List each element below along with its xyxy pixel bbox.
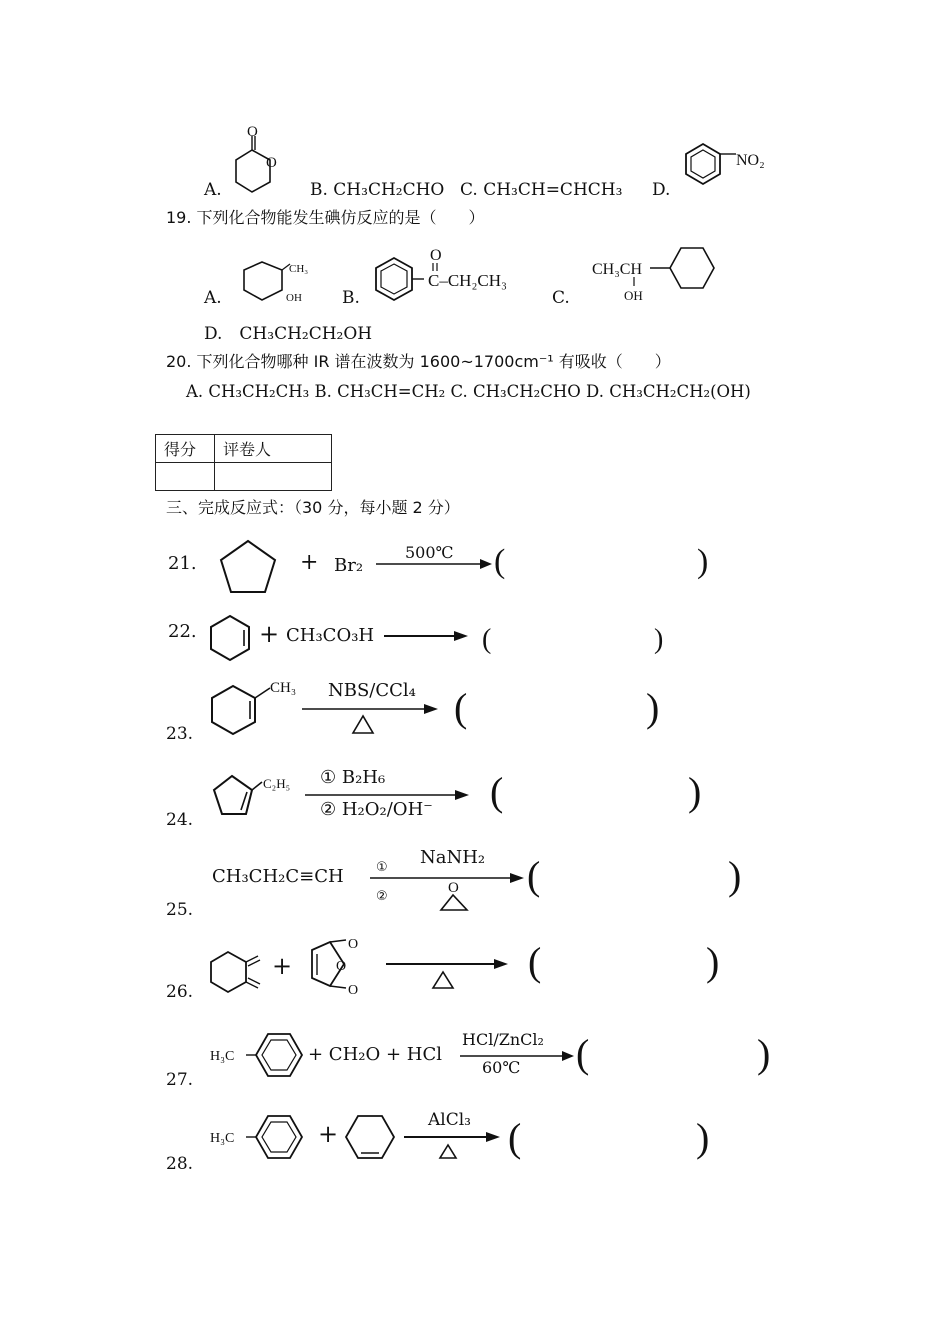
heat-triangle-icon [353, 716, 373, 733]
r21-number: 21. [168, 553, 197, 574]
lactone-o1: O [247, 124, 258, 140]
q18-option-b: B. CH₃CH₂CHO [310, 180, 445, 200]
r24-number: 24. [166, 810, 194, 830]
r28-close-paren: ) [696, 1115, 710, 1160]
r25-step1: NaNH₂ [420, 847, 486, 868]
r23-arrow [302, 702, 444, 736]
cyclohexene-structure-2 [344, 1112, 396, 1162]
r26-arrow [386, 958, 516, 994]
r28-plus: + [318, 1120, 339, 1148]
r23-close-paren: ) [646, 685, 660, 730]
r28-number: 28. [166, 1154, 194, 1174]
r21-plus: + [300, 550, 319, 575]
r27-number: 27. [166, 1070, 194, 1090]
r25-reactant: CH₃CH₂C≡CH [212, 866, 344, 887]
r26-close-paren: ) [706, 939, 720, 984]
q20-options: A. CH₃CH₂CH₃ B. CH₃CH=CH₂ C. CH₃CH₂CHO D. CH₃CH₂CH₂(OH) [186, 382, 751, 401]
cyclohexene-structure [208, 614, 254, 662]
q19a-ch3: CH₃ [289, 263, 309, 275]
r24-close-paren: ) [688, 769, 702, 814]
r23-condition: NBS/CCl₄ [328, 680, 416, 701]
r23-sub: CH₃ [270, 680, 297, 696]
r24-step1: ① B₂H₆ [320, 767, 386, 788]
score-cell[interactable] [156, 463, 215, 491]
r24-step2: ② H₂O₂/OH⁻ [320, 799, 433, 820]
q19-option-d: D. CH₃CH₂CH₂OH [204, 324, 373, 344]
q19-stem: 19. 下列化合物能发生碘仿反应的是（ ） [166, 208, 485, 227]
r28-condition: AlCl₃ [428, 1110, 471, 1130]
r21-close-paren: ) [697, 543, 709, 580]
q19a-oh: OH [286, 292, 302, 304]
r26-plus: + [272, 952, 293, 980]
r22-number: 22. [168, 621, 197, 642]
r28-h3c: H₃C [210, 1131, 235, 1146]
q19b-chain: C–CH₂CH₃ [428, 271, 507, 290]
r25-number: 25. [166, 900, 194, 920]
ethylene-oxide-structure [436, 878, 476, 914]
q19c-ch3ch: CH₃CH [592, 261, 643, 278]
q18-option-a: A. [204, 180, 222, 200]
heat-triangle-icon [433, 972, 453, 988]
r23-open-paren: ( [454, 685, 468, 730]
q19c-oh: OH [624, 288, 643, 303]
r21-open-paren: ( [494, 543, 506, 580]
r28-open-paren: ( [508, 1115, 522, 1160]
nitrobenzene-structure [684, 140, 784, 190]
section3-title: 三、完成反应式：（30 分，每小题 2 分） [166, 498, 460, 517]
r27-close-paren: ) [757, 1031, 771, 1076]
ethylcyclopentene-structure [210, 770, 310, 822]
score-table [155, 434, 332, 491]
r27-open-paren: ( [576, 1031, 590, 1076]
score-header: 得分 [156, 435, 215, 463]
grader-cell[interactable] [215, 463, 332, 491]
r23-number: 23. [166, 724, 194, 744]
r22-open-paren: ( [482, 624, 492, 655]
r28-arrow [404, 1131, 508, 1165]
r25-step1-mark: ① [376, 859, 388, 874]
r22-close-paren: ) [654, 624, 664, 655]
grader-header: 评卷人 [215, 435, 332, 463]
r21-condition: 500℃ [405, 543, 454, 562]
r26-o-bot: O [348, 983, 359, 998]
r26-o-top: O [348, 937, 359, 952]
q20-stem: 20. 下列化合物哪种 IR 谱在波数为 1600~1700cm⁻¹ 有吸收（ ） [166, 352, 671, 371]
r27-cond-top: HCl/ZnCl₂ [462, 1030, 544, 1049]
r21-reagent: Br₂ [334, 555, 364, 576]
r25-open-paren: ( [527, 853, 541, 898]
r24-open-paren: ( [490, 769, 504, 814]
methylcyclohexene-structure [208, 676, 308, 740]
r27-h3c: H₃C [210, 1049, 235, 1064]
toluene-structure-2 [210, 1112, 310, 1162]
r22-reagent: CH₃CO₃H [286, 625, 375, 646]
q19-option-c: C. [552, 288, 570, 308]
r26-open-paren: ( [528, 939, 542, 984]
toluene-structure [210, 1030, 310, 1080]
nitro-label: NO₂ [736, 152, 765, 169]
r24-sub: C₂H₅ [263, 776, 291, 791]
q19b-o: O [430, 247, 442, 264]
propiophenone-structure [374, 244, 534, 306]
q19-option-b: B. [342, 288, 360, 308]
cyclopentane-structure [218, 538, 278, 596]
r22-arrow [384, 630, 474, 642]
lactone-structure [230, 124, 290, 194]
r25-step2-mark: ② [376, 888, 388, 903]
r26-o-mid: O [336, 959, 347, 974]
q18-option-d: D. [652, 180, 671, 200]
r26-number: 26. [166, 982, 194, 1002]
r27-cond-bottom: 60℃ [482, 1058, 521, 1077]
dimethylenecyclohexane-structure [208, 948, 268, 996]
cyclohexylethanol-structure [592, 244, 722, 304]
r25-close-paren: ) [728, 853, 742, 898]
r25-epox-o: O [448, 880, 459, 896]
maleic-anhydride-structure [306, 934, 376, 998]
methylcyclohexanol-structure [240, 256, 320, 316]
r22-plus: + [259, 620, 280, 648]
r21-arrow [376, 558, 496, 570]
q19-option-a: A. [204, 288, 222, 308]
q18-option-c: C. CH₃CH=CHCH₃ [460, 180, 623, 200]
lactone-o2: O [266, 155, 277, 171]
r27-reagents: + CH₂O + HCl [308, 1044, 442, 1065]
heat-triangle-icon [440, 1145, 456, 1158]
